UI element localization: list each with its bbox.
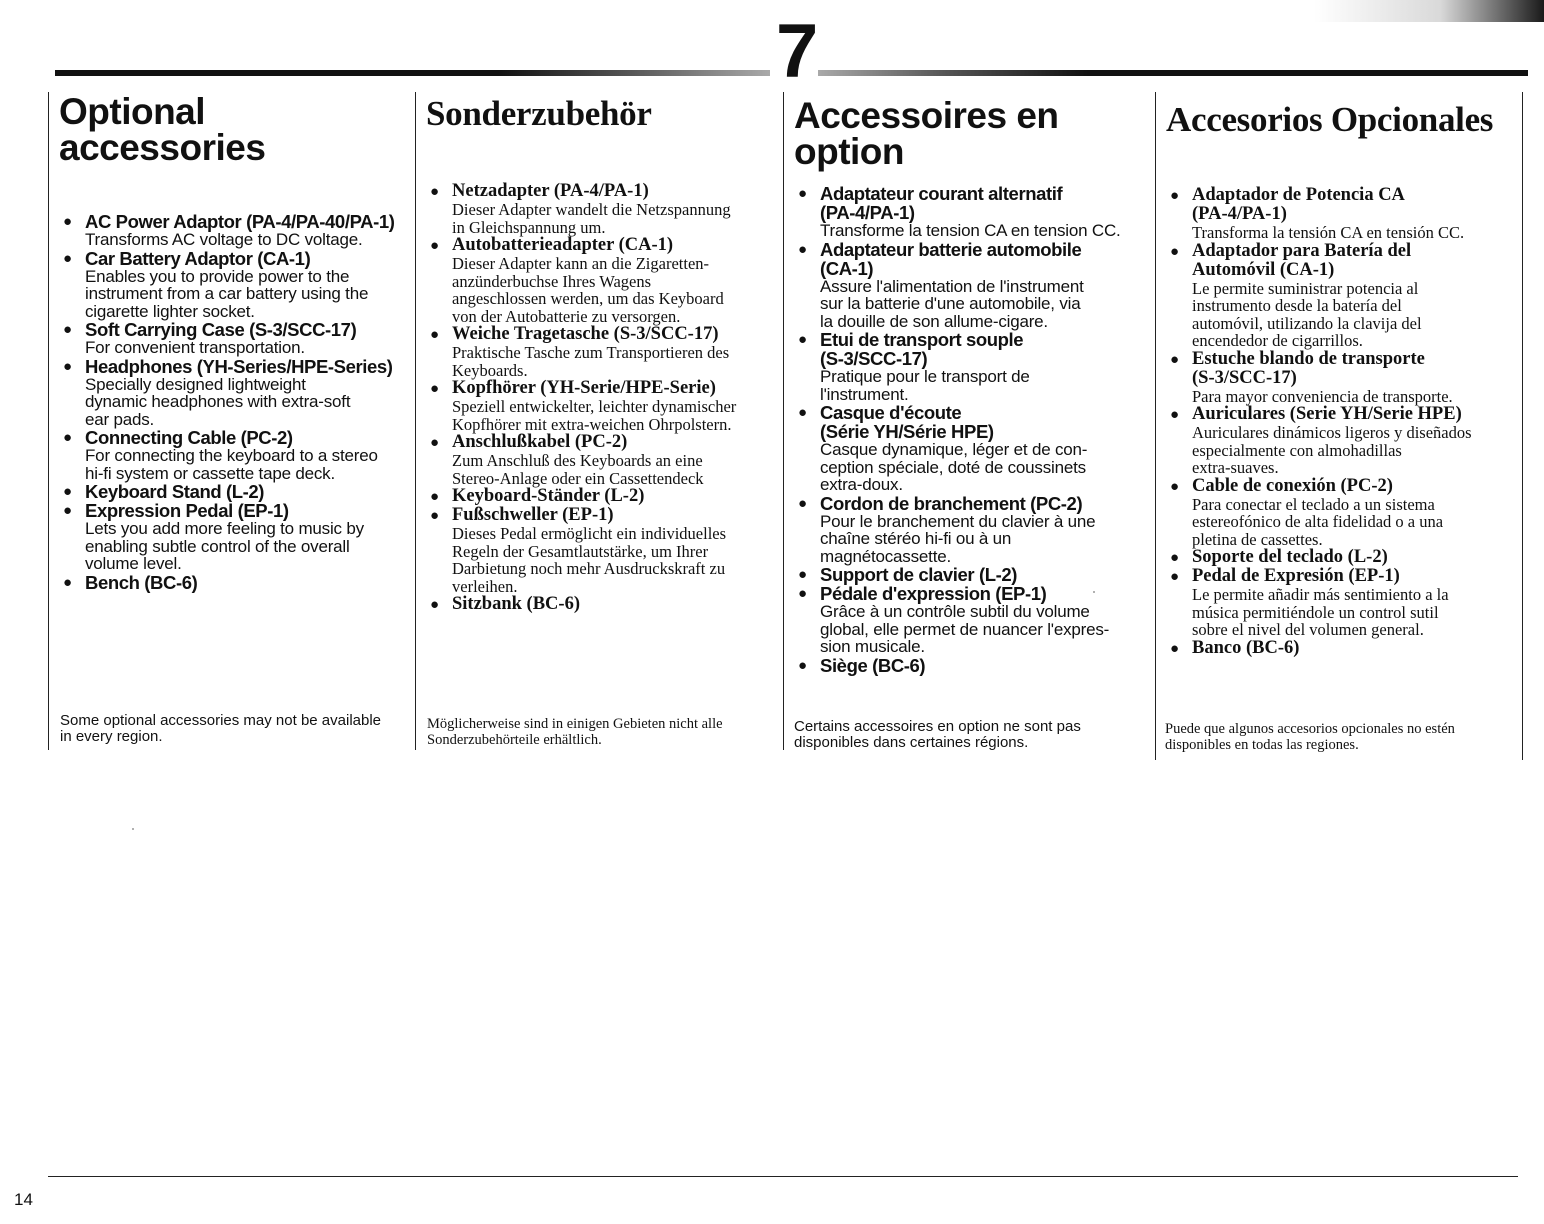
accessory-title: Netzadapter (PA-4/PA-1) (452, 181, 649, 201)
accessory-item (59, 482, 414, 501)
accessory-description: Casque dynamique, léger et de con- ception spéciale, doté de coussinets extra-doux. (820, 440, 1088, 494)
accessory-title: Bench (BC-6) (85, 571, 198, 593)
bullet-icon: ● (430, 596, 440, 613)
accessory-item (794, 494, 1155, 566)
accessory-description: Praktische Tasche zum Transportieren des Keyboards. (452, 343, 730, 380)
bullet-icon: ● (1170, 406, 1180, 423)
bullet-icon: ● (798, 585, 808, 602)
column-right-border (1522, 92, 1523, 760)
accessory-title: Adaptador de Potencia CA (PA-4/PA-1) (1192, 185, 1405, 224)
accessory-item (426, 379, 783, 433)
accessory-title: Expression Pedal (EP-1) (85, 500, 289, 521)
accessory-title: Soporte del teclado (L-2) (1192, 547, 1388, 567)
bullet-icon: ● (798, 494, 808, 512)
bullet-icon: ● (1170, 242, 1180, 260)
accessory-description: For connecting the keyboard to a stereo hi-fi system or cassette tape deck. (85, 446, 378, 483)
accessory-title: Adaptador para Batería del Automóvil (CA-1) (1192, 240, 1412, 280)
bullet-icon: ● (63, 483, 73, 500)
bullet-icon: ● (798, 331, 808, 348)
accessory-description: Zum Anschluß des Keyboards an eine Stereo-Anlage oder ein Cassettendeck (452, 451, 704, 488)
page-number: 14 (14, 1190, 33, 1209)
bullet-icon: ● (1170, 549, 1180, 566)
accessory-item (426, 595, 783, 614)
bullet-icon: ● (1170, 477, 1180, 495)
accessory-title: Autobatterieadapter (CA-1) (452, 235, 674, 255)
accessory-title: Anschlußkabel (PC-2) (452, 432, 628, 452)
accessory-title: Pédale d'expression (EP-1) (820, 583, 1047, 604)
accessory-item (1166, 567, 1525, 639)
accessory-description: Lets you add more feeling to music by enabling subtle control of the overall volume level. (85, 519, 364, 573)
column-french (783, 92, 1155, 750)
scan-speck (132, 828, 134, 830)
bullet-icon: ● (798, 566, 808, 583)
accessory-description: Enables you to provide power to the instrument from a car battery using the cigarette lighter socket. (85, 266, 369, 321)
accessory-title: Fußschweller (EP-1) (452, 505, 614, 525)
accessory-title: Pedal de Expresión (EP-1) (1192, 566, 1400, 586)
scan-speck (1093, 591, 1095, 593)
accessory-item (59, 573, 414, 592)
bullet-icon: ● (798, 656, 808, 674)
column-spanish (1155, 92, 1525, 760)
accessory-title: Auriculares (Serie YH/Serie HPE) (1192, 404, 1462, 424)
accessory-list-english (59, 212, 414, 592)
accessory-description: For convenient transportation. (85, 338, 305, 357)
accessory-item (426, 487, 783, 506)
heading-german: Sonderzubehör (426, 94, 652, 133)
scan-corner-shadow (1314, 0, 1544, 22)
accessory-list-spanish (1166, 186, 1525, 658)
accessory-item (59, 501, 414, 573)
bullet-icon: ● (430, 507, 440, 524)
bullet-icon: ● (430, 237, 440, 254)
bullet-icon: ● (63, 573, 73, 591)
accessory-title: Weiche Tragetasche (S-3/SCC-17) (452, 324, 719, 344)
accessory-description: Dieses Pedal ermöglicht ein individuelles Regeln der Gesamtlautstärke, um Ihrer Darbietung noch mehr Ausdruckskraft zu verleihen. (452, 524, 727, 596)
heading-english: Optional accessories (59, 91, 266, 168)
accessory-title: Keyboard Stand (L-2) (85, 481, 265, 502)
accessory-title: Cordon de branchement (PC-2) (820, 492, 1083, 514)
column-english (48, 92, 414, 750)
bullet-icon: ● (1170, 350, 1180, 368)
accessory-description: Assure l'alimentation de l'instrument sur la batterie d'une automobile, via la douille de son allume-cigare. (820, 276, 1084, 331)
accessory-description: Speziell entwickelter, leichter dynamischer Kopfhörer mit extra-weichen Ohrpolstern. (452, 397, 737, 434)
bullet-icon: ● (1170, 187, 1180, 204)
accessory-item (1166, 350, 1525, 406)
accessory-title: Support de clavier (L-2) (820, 564, 1018, 585)
accessory-description: Para conectar el teclado a un sistema estereofónico de alta fidelidad o a una pletina de cassettes. (1192, 494, 1444, 549)
accessory-title: Headphones (YH-Series/HPE-Series) (85, 355, 393, 377)
bullet-icon: ● (1170, 568, 1180, 585)
bullet-icon: ● (1170, 639, 1180, 657)
accessory-description: Transforma la tensión CA en tensión CC. (1192, 223, 1465, 242)
bullet-icon: ● (63, 213, 73, 230)
bullet-icon: ● (63, 357, 73, 375)
accessory-item (59, 320, 414, 357)
accessory-title: AC Power Adaptor (PA-4/PA-40/PA-1) (85, 211, 395, 232)
header-rule-right (818, 70, 1528, 76)
accessory-item (794, 240, 1155, 331)
footer-rule (48, 1176, 1518, 1177)
accessory-title: Siège (BC-6) (820, 654, 926, 676)
accessory-description: Le permite añadir más sentimiento a la música permitiéndole un control sutil sobre el nivel del volumen general. (1192, 585, 1449, 639)
accessory-title: Cable de conexión (PC-2) (1192, 475, 1393, 496)
accessory-description: Pour le branchement du clavier à une chaîne stéréo hi-fi ou à un magnétocassette. (820, 511, 1096, 566)
accessory-title: Adaptateur batterie automobile (CA-1) (820, 238, 1082, 279)
accessory-description: Auriculares dinámicos ligeros y diseñados especialmente con almohadillas extra-suaves. (1192, 423, 1472, 477)
bullet-icon: ● (798, 240, 808, 258)
accessory-title: Car Battery Adaptor (CA-1) (85, 247, 311, 269)
accessory-item (1166, 405, 1525, 477)
accessory-list-french (794, 184, 1155, 675)
accessory-item (426, 433, 783, 487)
accessory-item (426, 325, 783, 379)
footnote-german: Möglicherweise sind in einigen Gebieten nicht alle Sonderzubehörteile erhältlich. (427, 716, 723, 748)
accessory-title: Connecting Cable (PC-2) (85, 427, 293, 448)
accessory-title: Casque d'écoute (Série YH/Série HPE) (820, 402, 994, 442)
accessory-title: Estuche blando de transporte (S-3/SCC-17) (1192, 348, 1425, 388)
accessory-item (794, 184, 1155, 240)
accessory-description: Grâce à un contrôle subtil du volume global, elle permet de nuancer l'expres- sion musicale. (820, 602, 1110, 656)
accessory-description: Dieser Adapter wandelt die Netzspannung in Gleichspannung um. (452, 200, 731, 237)
accessory-item (794, 656, 1155, 675)
accessory-description: Transforms AC voltage to DC voltage. (85, 230, 363, 249)
bullet-icon: ● (63, 429, 73, 446)
accessory-description: Transforme la tension CA en tension CC. (820, 221, 1121, 240)
accessory-title: Adaptateur courant alternatif (PA-4/PA-1) (820, 183, 1063, 223)
accessory-item (794, 584, 1155, 656)
footnote-english: Some optional accessories may not be available in every region. (60, 712, 382, 745)
accessory-list-german (426, 182, 783, 614)
accessory-title: Etui de transport souple (S-3/SCC-17) (820, 329, 1024, 369)
heading-french: Accessoires en option (794, 95, 1059, 172)
bullet-icon: ● (798, 185, 808, 202)
accessory-item (426, 506, 783, 595)
accessory-item (794, 330, 1155, 403)
accessory-item (59, 212, 414, 249)
accessory-item (59, 428, 414, 482)
accessory-description: Para mayor conveniencia de transporte. (1192, 386, 1453, 406)
accessory-title: Soft Carrying Case (S-3/SCC-17) (85, 319, 357, 340)
bullet-icon: ● (430, 380, 440, 397)
accessory-item (794, 565, 1155, 584)
bullet-icon: ● (63, 321, 73, 338)
accessory-title: Kopfhörer (YH-Serie/HPE-Serie) (452, 378, 716, 398)
bullet-icon: ● (430, 183, 440, 200)
accessory-item (1166, 548, 1525, 567)
accessory-item (59, 249, 414, 321)
column-german (415, 92, 783, 750)
bullet-icon: ● (430, 434, 440, 451)
accessory-item (426, 236, 783, 325)
accessory-title: Banco (BC-6) (1192, 637, 1300, 658)
bullet-icon: ● (63, 249, 73, 267)
accessory-title: Sitzbank (BC-6) (452, 594, 580, 614)
accessory-item (794, 403, 1155, 494)
footnote-spanish: Puede que algunos accesorios opcionales no estén disponibles en todas las regiones. (1165, 721, 1455, 753)
accessory-item (1166, 639, 1525, 658)
accessory-description: Dieser Adapter kann an die Zigaretten- anzünderbuchse Ihres Wagens angeschlossen werden, um das Keyboard von der Autobatterie zu versorgen. (452, 254, 724, 326)
accessory-description: Pratique pour le transport de l'instrument. (820, 367, 1030, 404)
accessory-item (1166, 477, 1525, 549)
accessory-description: Le permite suministrar potencia al instrumento desde la batería del automóvil, utilizando la clavija del encendedor de cigarrillos. (1192, 278, 1422, 350)
accessory-title: Keyboard-Ständer (L-2) (452, 486, 645, 506)
bullet-icon: ● (63, 502, 73, 519)
accessory-item (1166, 186, 1525, 242)
heading-spanish: Accesorios Opcionales (1166, 100, 1494, 139)
accessory-item (59, 357, 414, 429)
header-rule-left (55, 70, 770, 76)
footnote-french: Certains accessoires en option ne sont pas disponibles dans certaines régions. (794, 718, 1081, 751)
accessory-description: Specially designed lightweight dynamic headphones with extra-soft ear pads. (85, 374, 351, 429)
bullet-icon: ● (798, 404, 808, 421)
section-number: 7 (776, 9, 819, 94)
accessory-item (1166, 242, 1525, 350)
accessory-item (426, 182, 783, 236)
bullet-icon: ● (430, 326, 440, 343)
bullet-icon: ● (430, 488, 440, 505)
